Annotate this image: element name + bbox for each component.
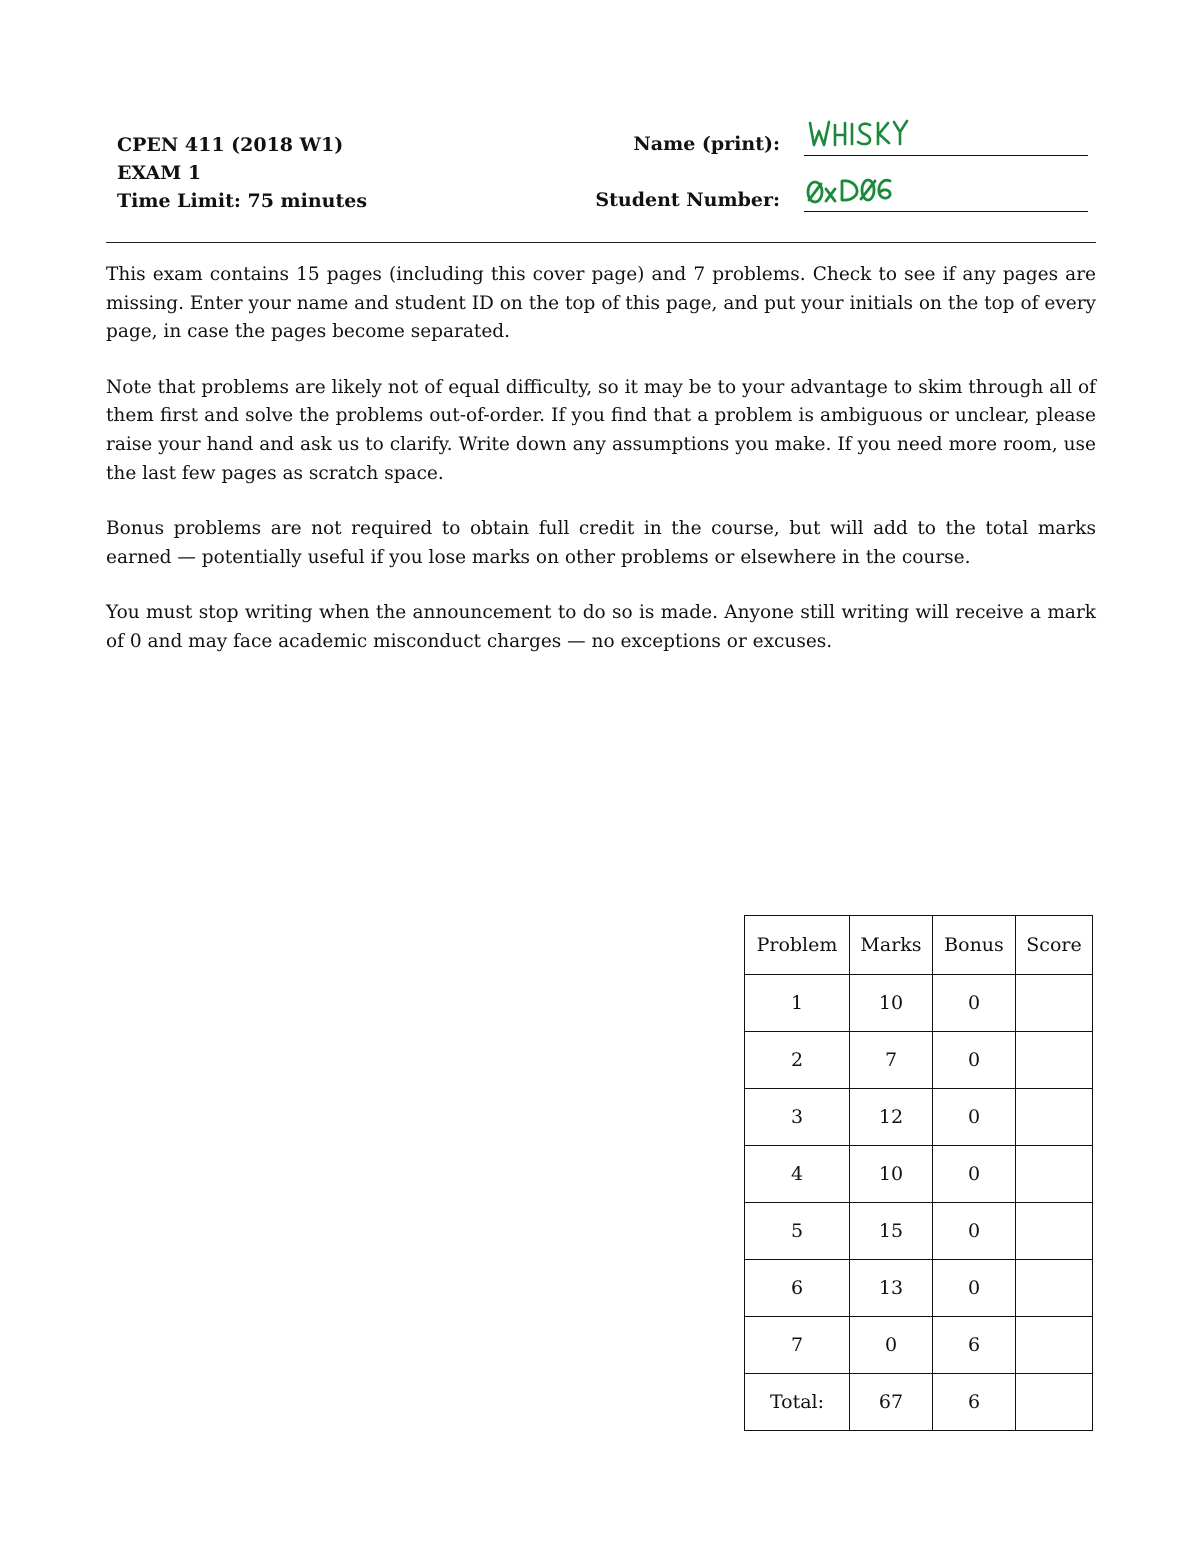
instruction-paragraph: Bonus problems are not required to obtain full credit in the course, but will add to the total marks earned — potentially useful if you lose marks on other problems or elsewhere in the course. [106, 518, 1096, 568]
table-row [745, 1260, 1093, 1317]
table-row [745, 975, 1093, 1032]
score-cell[interactable] [1016, 1203, 1093, 1260]
header-divider [106, 242, 1096, 243]
handwritten-name-svg [804, 117, 914, 151]
exam-title: EXAM 1 [117, 162, 202, 184]
score-cell[interactable] [1016, 1089, 1093, 1146]
name-field[interactable] [804, 155, 1088, 156]
instructions [106, 261, 1096, 684]
student-number-field-row [560, 184, 1088, 214]
table-row [745, 1146, 1093, 1203]
exam-header [117, 131, 367, 215]
time-limit: Time Limit: 75 minutes [117, 190, 368, 212]
bonus-cell: 0 [933, 975, 1016, 1032]
problem-cell: 7 [745, 1317, 850, 1374]
marks-cell: 7 [850, 1032, 933, 1089]
problem-cell: 6 [745, 1260, 850, 1317]
bonus-cell: 0 [933, 1260, 1016, 1317]
name-label: Name (print): [633, 133, 780, 155]
bonus-cell: 0 [933, 1146, 1016, 1203]
student-number-field[interactable] [804, 211, 1088, 212]
problem-cell: 2 [745, 1032, 850, 1089]
course-title: CPEN 411 (2018 W1) [117, 134, 344, 156]
table-row [745, 1032, 1093, 1089]
marks-cell: 0 [850, 1317, 933, 1374]
total-label-cell: Total: [745, 1374, 850, 1431]
column-header: Marks [850, 916, 933, 975]
bonus-cell: 0 [933, 1032, 1016, 1089]
score-cell[interactable] [1016, 1317, 1093, 1374]
marks-cell: 12 [850, 1089, 933, 1146]
column-header: Problem [745, 916, 850, 975]
problem-cell: 4 [745, 1146, 850, 1203]
column-header: Score [1016, 916, 1093, 975]
marks-cell: 10 [850, 1146, 933, 1203]
table-total-row [745, 1374, 1093, 1431]
instruction-paragraph: This exam contains 15 pages (including this cover page) and 7 problems. Check to see if any pages are missing. Enter your name and student ID on the top of this page, and put your initials on the top of every page, in case the pages become separated. [106, 264, 1096, 343]
column-header: Bonus [933, 916, 1016, 975]
score-cell[interactable] [1016, 975, 1093, 1032]
total-marks-cell: 67 [850, 1374, 933, 1431]
total-bonus-cell: 6 [933, 1374, 1016, 1431]
problem-cell: 1 [745, 975, 850, 1032]
bonus-cell: 0 [933, 1203, 1016, 1260]
marks-cell: 13 [850, 1260, 933, 1317]
table-row [745, 1203, 1093, 1260]
bonus-cell: 0 [933, 1089, 1016, 1146]
score-cell[interactable] [1016, 1032, 1093, 1089]
handwritten-name [804, 117, 914, 151]
name-field-row [560, 128, 1088, 158]
score-cell[interactable] [1016, 1260, 1093, 1317]
table-row [745, 1089, 1093, 1146]
score-cell[interactable] [1016, 1146, 1093, 1203]
marks-table [744, 915, 1093, 1431]
student-number-label: Student Number: [595, 189, 780, 211]
problem-cell: 5 [745, 1203, 850, 1260]
instruction-paragraph: You must stop writing when the announcement to do so is made. Anyone still writing will receive a mark of 0 and may face academic misconduct charges — no exceptions or excuses. [106, 602, 1096, 652]
marks-cell: 10 [850, 975, 933, 1032]
table-row [745, 1317, 1093, 1374]
total-score-cell[interactable] [1016, 1374, 1093, 1431]
problem-cell: 3 [745, 1089, 850, 1146]
instruction-paragraph: Note that problems are likely not of equal difficulty, so it may be to your advantage to skim through all of them first and solve the problems out-of-order. If you find that a problem is ambiguous or unclear, please raise your hand and ask us to clarify. Write down any assumptions you make. If you need more room, use the last few pages as scratch space. [106, 376, 1096, 484]
table-header-row [745, 916, 1093, 975]
handwritten-student-number-svg [804, 173, 894, 207]
marks-cell: 15 [850, 1203, 933, 1260]
bonus-cell: 6 [933, 1317, 1016, 1374]
handwritten-student-number [804, 173, 894, 207]
